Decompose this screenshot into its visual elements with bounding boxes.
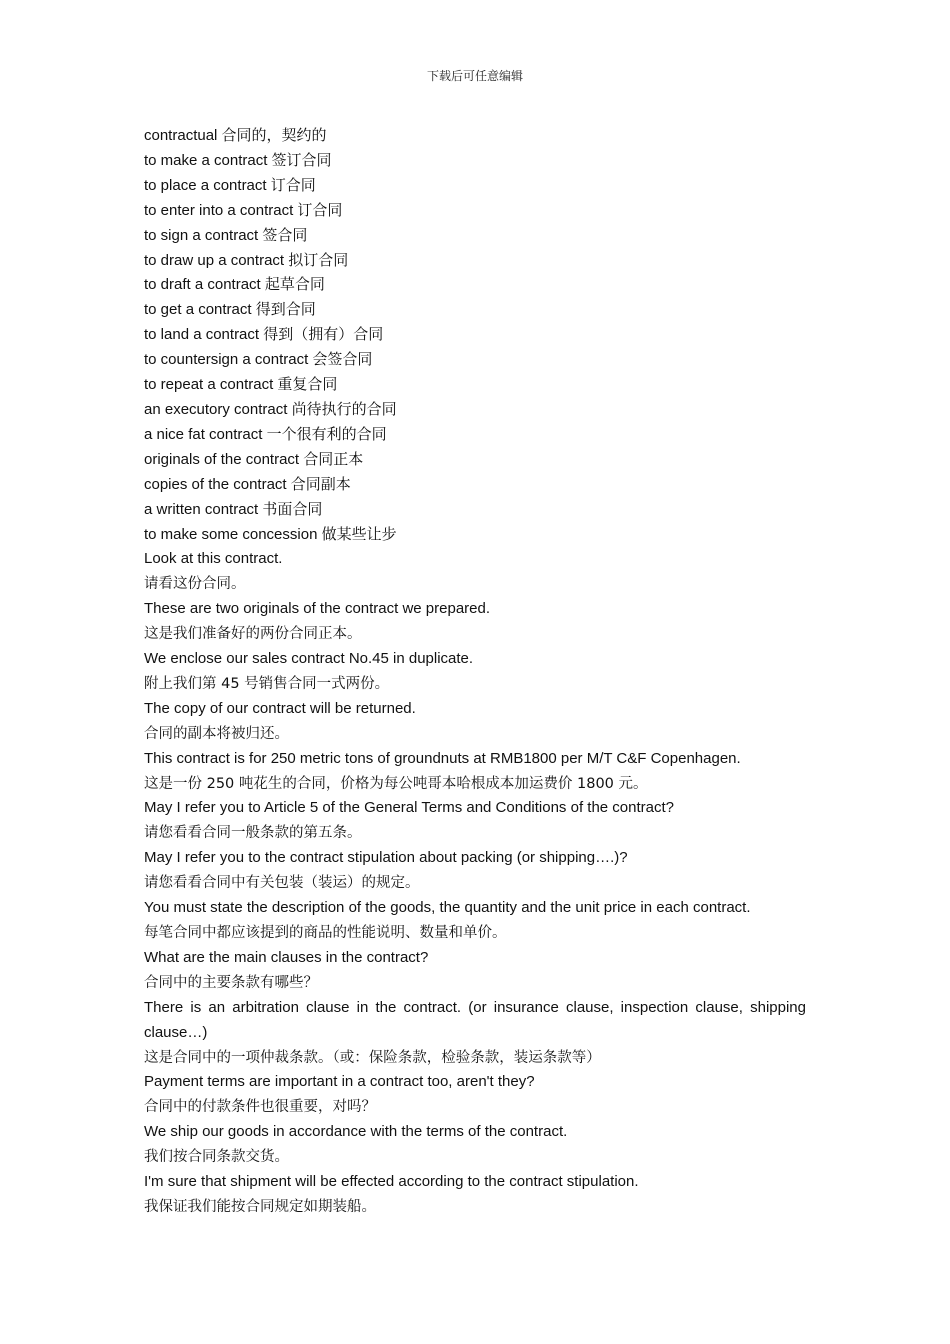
text-line: copies of the contract 合同副本 bbox=[144, 475, 351, 493]
text-line: 请您看看合同中有关包装（装运）的规定。 bbox=[144, 875, 420, 892]
text-line: contractual 合同的，契约的 bbox=[144, 127, 327, 144]
text-line: 这是一份 250 吨花生的合同，价格为每公吨哥本哈根成本加运费价 1800 元。 bbox=[144, 775, 648, 792]
text-line: to make some concession 做某些让步 bbox=[144, 525, 397, 543]
text-line: This contract is for 250 metric tons of groundnuts at RMB1800 per M/T C&F Copenhagen. bbox=[144, 749, 741, 767]
text-line: to place a contract 订合同 bbox=[144, 176, 316, 194]
text-line: Look at this contract. bbox=[144, 550, 283, 568]
text-line: These are two originals of the contract we prepared. bbox=[144, 600, 491, 618]
text-line: to draft a contract 起草合同 bbox=[144, 276, 325, 294]
text-line: Payment terms are important in a contract too, aren't they? bbox=[144, 1073, 535, 1091]
document-body bbox=[144, 124, 806, 1220]
text-line: 我们按合同条款交货。 bbox=[144, 1149, 289, 1166]
text-line: 我保证我们能按合同规定如期装船。 bbox=[144, 1198, 376, 1215]
text-line: a written contract 书面合同 bbox=[144, 500, 323, 518]
text-line: We ship our goods in accordance with the terms of the contract. bbox=[144, 1123, 568, 1141]
text-line: 这是我们准备好的两份合同正本。 bbox=[144, 626, 362, 643]
text-line: to countersign a contract 会签合同 bbox=[144, 351, 373, 369]
text-line: 合同的副本将被归还。 bbox=[144, 725, 289, 742]
text-line: a nice fat contract 一个很有利的合同 bbox=[144, 425, 387, 443]
text-line: to land a contract 得到（拥有）合同 bbox=[144, 326, 384, 344]
text-line: 这是合同中的一项仲裁条款。（或：保险条款，检验条款，装运条款等） bbox=[144, 1049, 601, 1066]
text-line: What are the main clauses in the contract? bbox=[144, 948, 429, 966]
text-line: The copy of our contract will be returned. bbox=[144, 699, 416, 717]
text-line: 请看这份合同。 bbox=[144, 576, 246, 593]
text-line: We enclose our sales contract No.45 in duplicate. bbox=[144, 650, 474, 668]
text-line: 合同中的付款条件也很重要，对吗？ bbox=[144, 1099, 376, 1116]
text-line: 合同中的主要条款有哪些？ bbox=[144, 974, 318, 991]
text-line: to get a contract 得到合同 bbox=[144, 301, 316, 319]
text-line: to draw up a contract 拟订合同 bbox=[144, 251, 349, 269]
text-line: 附上我们第 45 号销售合同一式两份。 bbox=[144, 675, 390, 692]
text-line: to enter into a contract 订合同 bbox=[144, 201, 343, 219]
text-line: May I refer you to Article 5 of the General Terms and Conditions of the contract? bbox=[144, 799, 674, 817]
text-line: 请您看看合同一般条款的第五条。 bbox=[144, 825, 362, 842]
text-line: You must state the description of the goods, the quantity and the unit price in each contract. bbox=[144, 899, 751, 917]
text-line: an executory contract 尚待执行的合同 bbox=[144, 400, 397, 418]
text-line: originals of the contract 合同正本 bbox=[144, 450, 364, 468]
text-line: 每笔合同中都应该提到的商品的性能说明、数量和单价。 bbox=[144, 925, 507, 941]
text-line: to repeat a contract 重复合同 bbox=[144, 376, 338, 394]
page-header: 下载后可任意编辑 bbox=[426, 69, 523, 83]
text-line: There is an arbitration clause in the contract. (or insurance clause, inspection clause, shipping clause…) bbox=[144, 998, 806, 1041]
text-line: May I refer you to the contract stipulation about packing (or shipping….)? bbox=[144, 849, 628, 867]
text-line: I'm sure that shipment will be effected according to the contract stipulation. bbox=[144, 1173, 639, 1191]
text-line: to make a contract 签订合同 bbox=[144, 151, 332, 169]
text-line: to sign a contract 签合同 bbox=[144, 226, 308, 244]
